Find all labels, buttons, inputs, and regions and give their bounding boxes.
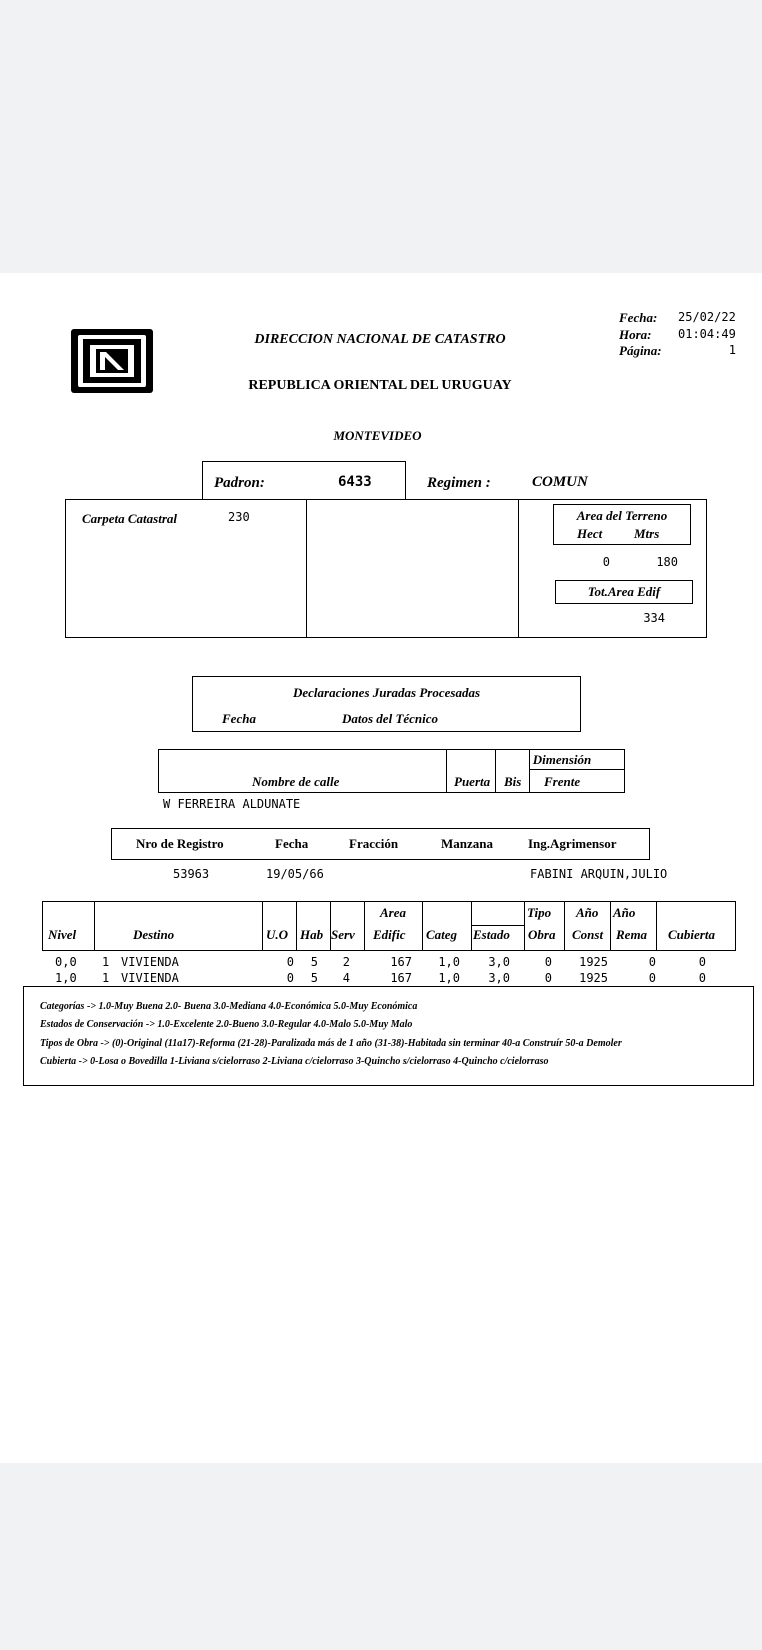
mtrs-value: 180 xyxy=(656,555,678,569)
col-rema-1: Año xyxy=(613,905,636,920)
nombre-calle-label: Nombre de calle xyxy=(252,774,340,789)
col-uo: U.O xyxy=(266,927,289,942)
hect-label: Hect xyxy=(577,526,603,541)
edif-total-value: 334 xyxy=(643,611,665,625)
pagina-label: Página: xyxy=(619,343,662,358)
carpeta-value: 230 xyxy=(228,510,250,524)
bis-label: Bis xyxy=(504,774,522,789)
agrimensor-value: FABINI ARQUIN,JULIO xyxy=(530,867,668,881)
hect-value: 0 xyxy=(602,555,610,569)
mtrs-label: Mtrs xyxy=(634,526,660,541)
manzana-label: Manzana xyxy=(441,836,493,851)
legend-estados: Estados de Conservación -> 1.0-Excelente 2.0-Bueno 3.0-Regular 4.0-Malo 5.0-Muy Malo xyxy=(40,1019,413,1030)
agrimensor-label: Ing.Agrimensor xyxy=(528,836,617,851)
fecha-label: Fecha: xyxy=(619,310,658,325)
edif-total-label: Tot.Area Edif xyxy=(587,584,661,599)
col-tipo-1: Tipo xyxy=(527,905,552,920)
col-serv: Serv xyxy=(331,927,355,942)
declaraciones-tecnico: Datos del Técnico xyxy=(342,711,439,726)
regimen-label: Regimen : xyxy=(427,475,491,491)
col-area-2: Edific xyxy=(373,927,406,942)
title-line2: REPUBLICA ORIENTAL DEL URUGUAY xyxy=(248,378,512,393)
padron-value: 6433 xyxy=(338,474,372,490)
col-rema-2: Rema xyxy=(616,927,648,942)
dimension-label: Dimensión xyxy=(532,752,592,767)
pagina-value: 1 xyxy=(728,343,736,357)
col-area-1: Area xyxy=(380,905,406,920)
hora-value: 01:04:49 xyxy=(678,327,736,341)
catastro-logo-icon xyxy=(70,328,154,394)
col-tipo-2: Obra xyxy=(528,927,556,942)
fraccion-label: Fracción xyxy=(349,836,399,851)
registro-fecha-label: Fecha xyxy=(275,836,309,851)
legend-categorias: Categorías -> 1.0-Muy Buena 2.0- Buena 3.0-Mediana 4.0-Económica 5.0-Muy Económica xyxy=(40,1001,418,1012)
declaraciones-title: Declaraciones Juradas Procesadas xyxy=(292,685,481,700)
carpeta-label: Carpeta Catastral xyxy=(82,511,177,526)
puerta-label: Puerta xyxy=(454,774,491,789)
col-anio-1: Año xyxy=(576,905,599,920)
col-destino: Destino xyxy=(133,927,175,942)
declaraciones-fecha: Fecha xyxy=(222,711,256,726)
nro-registro-value: 53963 xyxy=(173,867,210,881)
title-line1: DIRECCION NACIONAL DE CATASTRO xyxy=(254,332,506,347)
col-estado: Estado xyxy=(473,927,510,942)
calle-value: W FERREIRA ALDUNATE xyxy=(163,797,301,811)
nro-registro-label: Nro de Registro xyxy=(136,836,224,851)
registro-fecha-value: 19/05/66 xyxy=(266,867,324,881)
hora-label: Hora: xyxy=(619,327,652,342)
legend-tipos: Tipos de Obra -> (0)-Original (11a17)-Reforma (21-28)-Paralizada más de 1 año (31-38)-Habitada sin terminar 40-a Construír 50-a Demoler xyxy=(40,1038,622,1049)
document-page: DIRECCION NACIONAL DE CATASTRO REPUBLICA ORIENTAL DEL URUGUAY MONTEVIDEO Fecha: 25/02/22 Hora: 01:04:49 Página: 1 Padron: 6433 Regimen : COMUN Carpeta Catastral 230 Area del Terreno Hect Mtrs 0 180 Tot.Area Edif 334 Declaraciones Juradas Procesadas Fecha Datos del Técnico Nombre de calle Puerta Bis Dimensión Frente W FERREIRA ALDUNATE Nro de Registro Fecha Fracción Manzana Ing.Agrimensor 53963 19/05/66 FABINI ARQUIN,JULIO Nivel Destino U.O Hab Serv Area Edific Categ Estado Tipo Obra Año Const Año Rema Cubierta 0,0 1 VIVIENDA 0 5 2 167 1,0 3,0 0 1925 0 0 1,0 1 VIVIENDA 0 5 4 167 1,0 3,0 0 1925 0 0 Categorías -> 1.0-Muy Buena 2.0- Buena 3.0-Mediana 4.0-Económica 5.0-Muy Económica Estados de Conservación -> 1.0-Excelente 2.0-Bueno 3.0-Regular 4.0-Malo 5.0-Muy Malo Tipos de Obra -> (0)-Original (11a17)-Reforma (21-28)-Paralizada más de 1 año (31-38)-Habitada sin terminar 40-a Construír 50-a Demoler Cubierta -> 0-Losa o Bovedilla 1-Liviana s/cielorraso 2-Liviana c/cielorraso 3-Quincho s/cielorraso 4-Quincho c/cielorraso xyxy=(0,273,762,1463)
frente-label: Frente xyxy=(544,774,581,789)
padron-label: Padron: xyxy=(214,475,265,491)
col-cubierta: Cubierta xyxy=(668,927,715,942)
department: MONTEVIDEO xyxy=(333,428,422,443)
regimen-value: COMUN xyxy=(532,474,588,490)
fecha-value: 25/02/22 xyxy=(678,310,736,324)
col-hab: Hab xyxy=(300,927,324,942)
col-categ: Categ xyxy=(426,927,458,942)
col-nivel: Nivel xyxy=(48,927,77,942)
col-anio-2: Const xyxy=(572,927,604,942)
legend-cubierta: Cubierta -> 0-Losa o Bovedilla 1-Liviana s/cielorraso 2-Liviana c/cielorraso 3-Quincho s/cielorraso 4-Quincho c/cielorraso xyxy=(40,1056,549,1067)
terreno-title: Area del Terreno xyxy=(576,508,668,523)
